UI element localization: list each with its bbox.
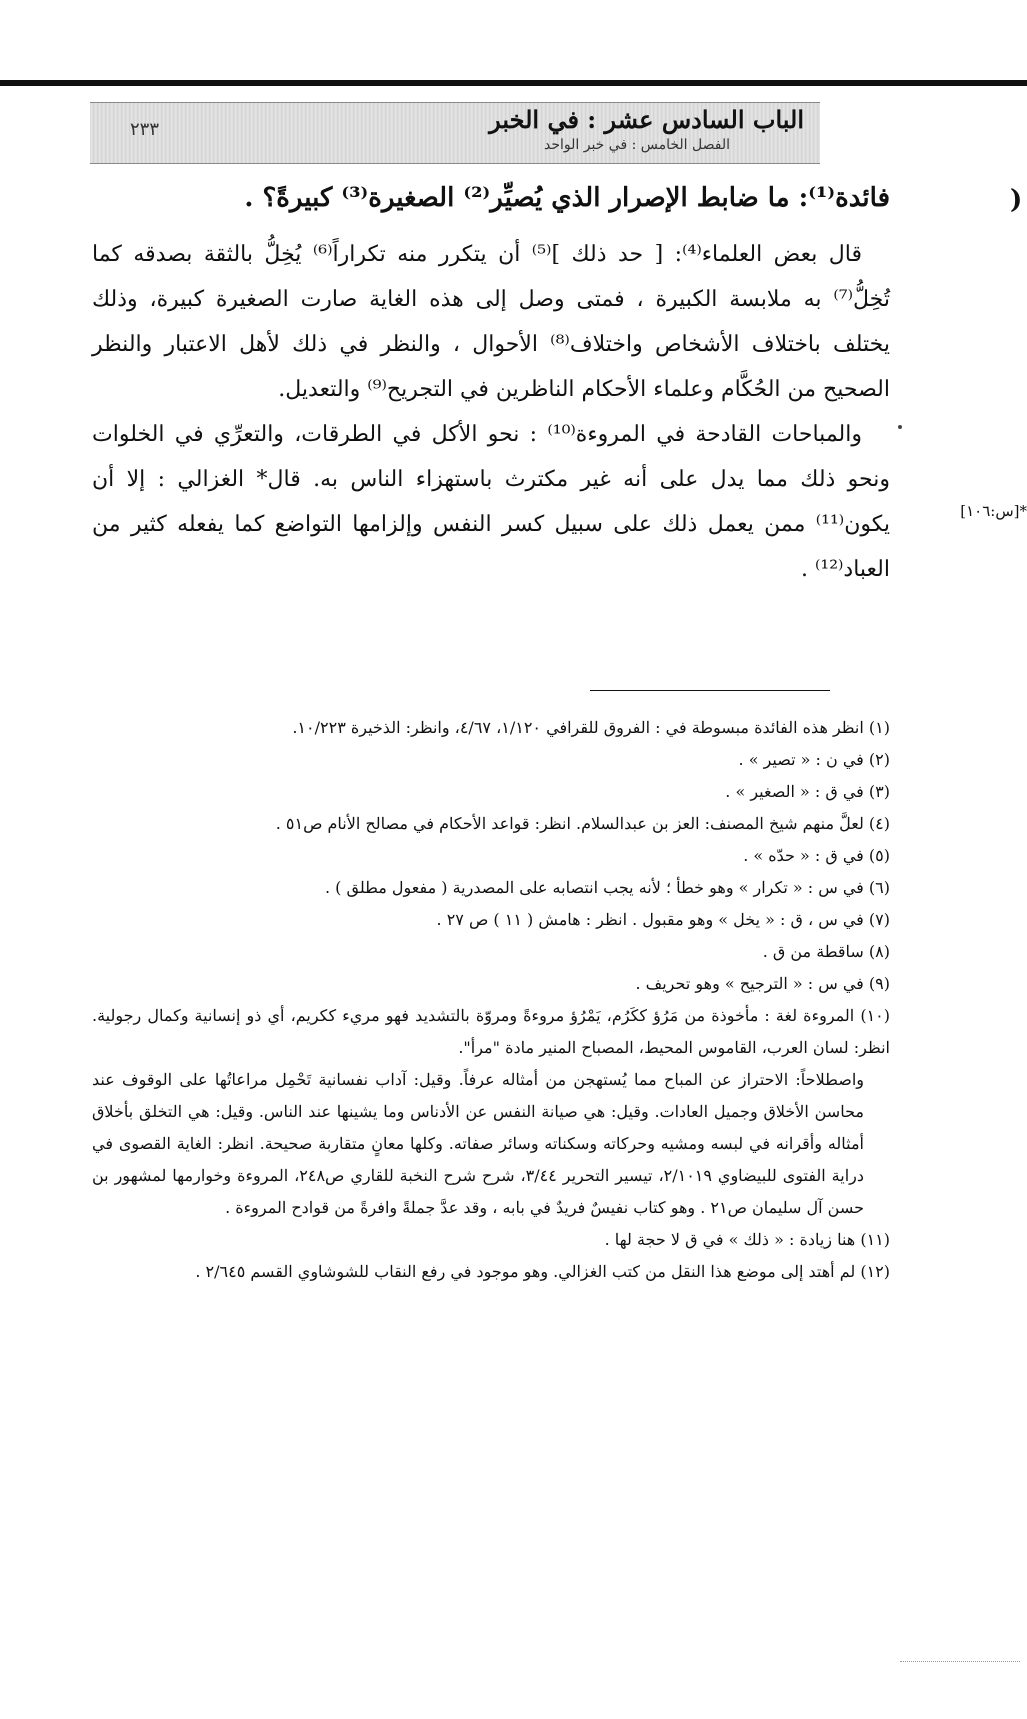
- footnote: (١٠) المروءة لغة : مأخوذة من مَرُؤ ككَرُم، يَمْرُؤ مروءةً ومروّة بالتشديد فهو مريء ككريم، أي ذو إنسانية وكمال رجولية. انظر: لسان العرب، القاموس المحيط، المصباح المنير مادة "مرأ".: [92, 1006, 891, 1057]
- footnote: (١٢) لم أهتد إلى موضع هذا النقل من كتب الغزالي. وهو موجود في رفع النقاب للشوشاوي القسم ٢/٦٤٥ .: [195, 1262, 890, 1281]
- bracket-mark: ): [1010, 185, 1023, 215]
- footnote: (٨) ساقطة من ق .: [762, 942, 890, 961]
- page-number: ٢٣٣: [130, 119, 160, 140]
- section-subtitle: الفصل الخامس : في خبر الواحد: [544, 137, 730, 153]
- footnote: (٢) في ن : « تصير » .: [738, 750, 890, 769]
- footnote: (٣) في ق : « الصغير » .: [725, 782, 890, 801]
- footnote: (٥) في ق : « حدّه » .: [743, 846, 890, 865]
- footnote: (٦) في س : « تكرار » وهو خطأ ؛ لأنه يجب انتصابه على المصدرية ( مفعول مطلق ) .: [324, 878, 890, 897]
- margin-note: *[س:١٠٦]: [960, 502, 1027, 520]
- footnote-continuation: واصطلاحاً: الاحتراز عن المباح مما يُستهجن من أمثاله عرفاً. وقيل: آداب نفسانية تَحْمِل مراعاتُها على الوقوف عند محاسن الأخلاق وجميل العادات. وقيل: هي صيانة النفس عن الأدناس وما يشينها عند الناس. وقيل: هي التخلق بأخلاق أمثاله وأقرانه في لبسه ومشيه وحركاته وسكناته وسائر صفاته. وكلها معانٍ متقاربة صحيحة. انظر: الغاية القصوى في دراية الفتوى للبيضاوي ٢/١٠١٩، تيسير التحرير ٣/٤٤، شرح شرح النخبة للقاري ص٢٤٨، المروءة وخوارمها لمشهور بن حسن آل سليمان ص٢١ . وهو كتاب نفيسٌ فريدٌ في بابه ، وقد عدَّ جملةً وافرةً من قوادح المروءة .: [92, 1070, 865, 1217]
- top-rule: [0, 80, 1027, 86]
- paragraph-1: قال بعض العلماء⁽⁴⁾: [ حد ذلك ]⁽⁵⁾ أن يتكرر منه تكراراً⁽⁶⁾ يُخِلُّ بالثقة بصدقه كما تُخِلُّ⁽⁷⁾ به ملابسة الكبيرة ، فمتى وصل إلى هذه الغاية صارت الصغيرة كبيرة، وذلك يختلف باختلاف الأشخاص واختلاف⁽⁸⁾ الأحوال ، والنظر في ذلك لأهل الاعتبار والنظر الصحيح من الحُكَّام وعلماء الأحكام الناظرين في التجريح⁽⁹⁾ والتعديل.: [92, 242, 890, 402]
- footnote-divider: [590, 690, 830, 691]
- footnote: (٤) لعلَّ منهم شيخ المصنف: العز بن عبدالسلام. انظر: قواعد الأحكام في مصالح الأنام ص٥١ .: [275, 814, 890, 833]
- body-text: [92, 232, 890, 592]
- footnote: (١) انظر هذه الفائدة مبسوطة في : الفروق للقرافي ١/١٢٠، ٤/٦٧، وانظر: الذخيرة ١٠/٢٢٣.: [292, 718, 890, 737]
- footnotes: [92, 712, 890, 1288]
- chapter-title: الباب السادس عشر : في الخبر: [489, 105, 804, 134]
- paragraph-2: والمباحات القادحة في المروءة⁽¹⁰⁾ : نحو الأكل في الطرقات، والتعرِّي في الخلوات ونحو ذلك مما يدل على أنه غير مكترث باستهزاء الناس به. قال* الغزالي : إلا أن يكون⁽¹¹⁾ ممن يعمل ذلك على سبيل كسر النفس وإلزامها التواضع كما يفعله كثير من العباد⁽¹²⁾ .: [92, 422, 890, 582]
- footnote: (٩) في س : « الترجيح » وهو تحريف .: [635, 974, 890, 993]
- scan-speck: [898, 425, 902, 429]
- footnote: (٧) في س ، ق : « يخل » وهو مقبول . انظر : هامش ( ١١ ) ص ٢٧ .: [436, 910, 890, 929]
- scan-artifact-line: [900, 1661, 1020, 1662]
- footnote: (١١) هنا زيادة : « ذلك » في ق لا حجة لها .: [604, 1230, 890, 1249]
- question-heading: فائدة⁽¹⁾: ما ضابط الإصرار الذي يُصيِّر⁽²⁾ الصغيرة⁽³⁾ كبيرةً؟ .: [244, 183, 890, 213]
- running-header: [90, 102, 820, 164]
